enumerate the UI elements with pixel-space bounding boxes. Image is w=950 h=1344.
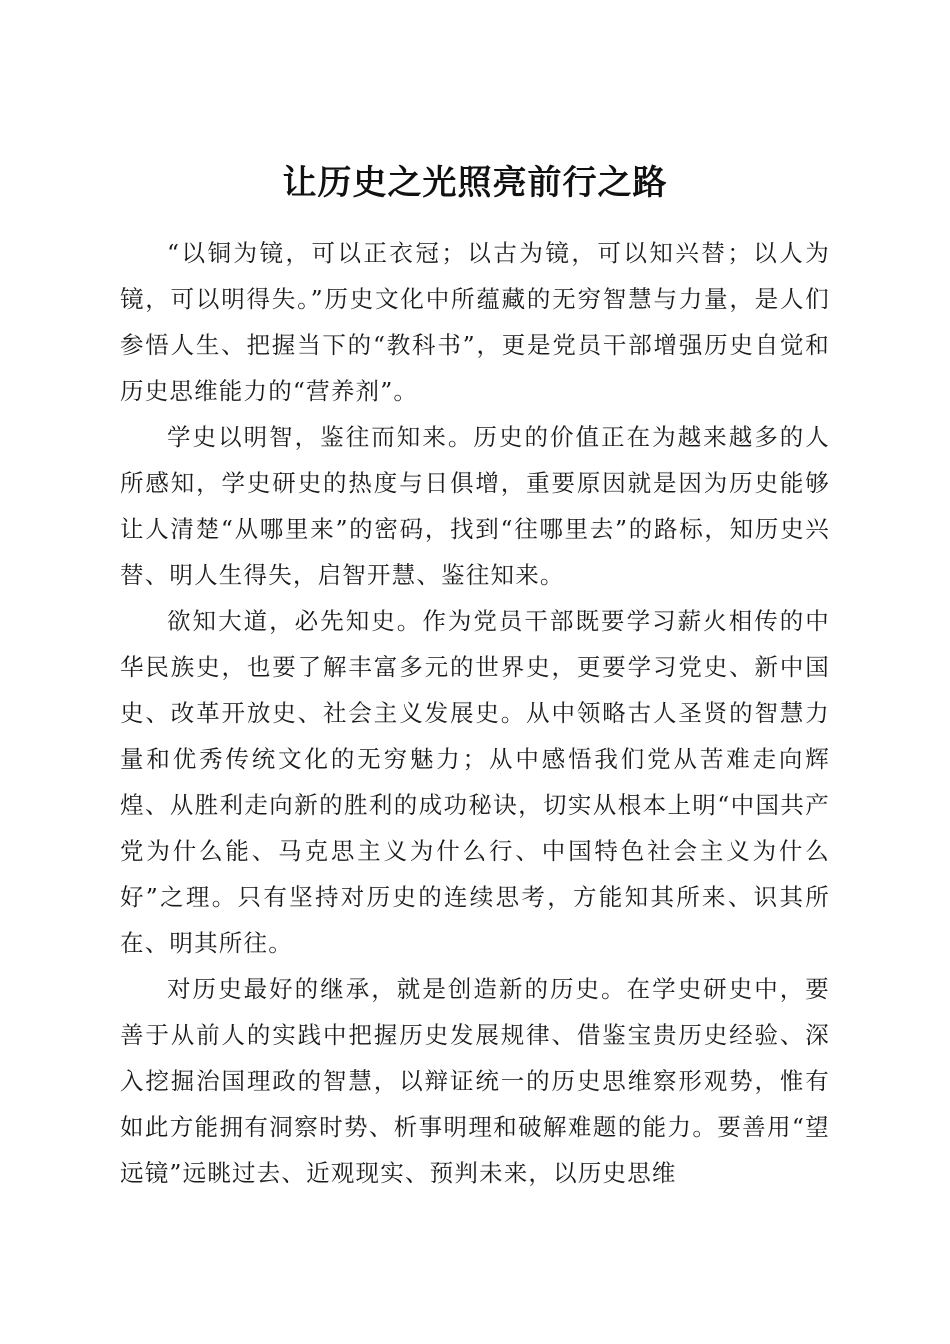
paragraph: 学史以明智，鉴往而知来。历史的价值正在为越来越多的人所感知，学史研史的热度与日俱增，重要原因就是因为历史能够让人清楚“从哪里来”的密码，找到“往哪里去”的路标，知历史兴替、明人生得失，启智开慧、鉴往知来。 [120, 423, 830, 589]
paragraph: 欲知大道，必先知史。作为党员干部既要学习薪火相传的中华民族史，也要了解丰富多元的世界史，更要学习党史、新中国史、改革开放史、社会主义发展史。从中领略古人圣贤的智慧力量和优秀传统文化的无穷魅力；从中感悟我们党从苦难走向辉煌、从胜利走向新的胜利的成功秘诀，切实从根本上明“中国共产党为什么能、马克思主义为什么行、中国特色社会主义为什么好”之理。只有坚持对历史的连续思考，方能知其所来、识其所在、明其所往。 [120, 607, 830, 957]
document-title: 让历史之光照亮前行之路 [282, 162, 668, 203]
document-body [120, 230, 830, 1196]
paragraph: 对历史最好的继承，就是创造新的历史。在学史研史中，要善于从前人的实践中把握历史发展规律、借鉴宝贵历史经验、深入挖掘治国理政的智慧，以辩证统一的历史思维察形观势，惟有如此方能拥有洞察时势、析事明理和破解难题的能力。要善用“望远镜”远眺过去、近观现实、预判未来，以历史思维 [120, 975, 830, 1187]
paragraph: “以铜为镜，可以正衣冠；以古为镜，可以知兴替；以人为镜，可以明得失。”历史文化中所蕴藏的无穷智慧与力量，是人们参悟人生、把握当下的“教科书”，更是党员干部增强历史自觉和历史思维能力的“营养剂”。 [120, 239, 830, 405]
